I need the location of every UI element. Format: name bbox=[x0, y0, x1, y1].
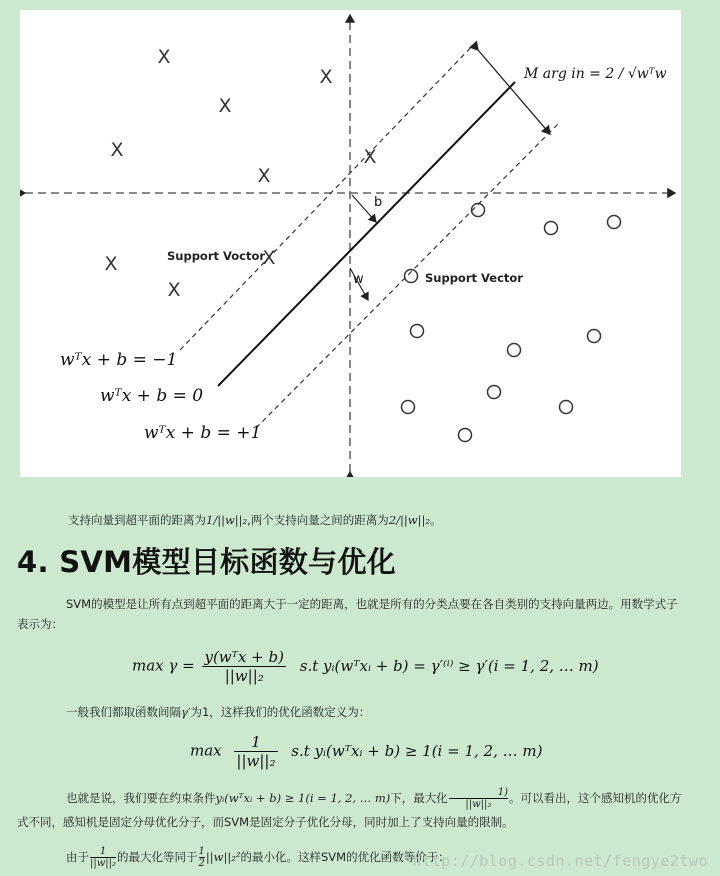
equation-2 bbox=[190, 733, 542, 770]
cross-point: X bbox=[104, 253, 118, 275]
cross-point: X bbox=[157, 46, 171, 68]
cross-point: X bbox=[262, 247, 276, 269]
support-vector-label-right: Support Vector bbox=[425, 271, 523, 285]
circle-point bbox=[508, 344, 521, 357]
paragraph-4-math: ||w||₂² bbox=[205, 850, 241, 864]
paragraph-4-fraction-num: 1 bbox=[90, 846, 116, 858]
paragraph-3-math: yᵢ(wᵀxᵢ + b) ≥ 1(i = 1, 2, … m) bbox=[215, 791, 391, 805]
paragraph-2-text-1: 一般我们都取函数间隔 bbox=[66, 705, 181, 719]
paragraph-4-text-2: 的最大化等同于 bbox=[117, 850, 198, 864]
cross-point: X bbox=[167, 279, 181, 301]
circle-point bbox=[459, 429, 472, 442]
watermark: http://blog.csdn.net/fengye2two bbox=[412, 852, 708, 870]
circle-point bbox=[402, 401, 415, 414]
svm-figure bbox=[20, 10, 681, 477]
cross-point: X bbox=[257, 165, 271, 187]
circle-point bbox=[545, 222, 558, 235]
paragraph-2-math: γ′ bbox=[181, 705, 191, 719]
paragraph-3-text-1: 也就是说，我们要在约束条件 bbox=[66, 791, 216, 805]
hyperplane-line bbox=[218, 82, 515, 386]
paragraph-4-half bbox=[199, 846, 205, 869]
b-label: b bbox=[374, 195, 383, 210]
figure-caption bbox=[68, 510, 441, 530]
circle-point bbox=[488, 386, 501, 399]
equation-1-fraction bbox=[202, 648, 285, 685]
caption-text-2: ,两个支持向量之间的距离为 bbox=[247, 513, 389, 527]
cross-point: X bbox=[363, 146, 377, 168]
support-vector-label-left: Support Voctor bbox=[167, 249, 266, 263]
margin-arrow bbox=[478, 50, 550, 134]
cross-point: X bbox=[110, 139, 124, 161]
equation-positive-label: wᵀx + b = +1 bbox=[144, 423, 262, 443]
equation-1 bbox=[132, 648, 599, 685]
circle-point bbox=[560, 401, 573, 414]
circle-point bbox=[411, 325, 424, 338]
paragraph-4-half-den: 2 bbox=[198, 858, 205, 869]
svm-diagram bbox=[20, 10, 681, 477]
cross-point: X bbox=[319, 66, 333, 88]
paragraph-4-fraction bbox=[90, 846, 116, 869]
equation-1-denominator: ||w||₂ bbox=[224, 667, 264, 685]
margin-label: M arg in = 2 / √wᵀw bbox=[524, 66, 667, 82]
cross-point: X bbox=[218, 95, 232, 117]
circle-point bbox=[588, 330, 601, 343]
paragraph-4-fraction-den: ||w||₂ bbox=[90, 858, 117, 869]
paragraph-2-text-2: 为1，这样我们的优化函数定义为： bbox=[190, 705, 371, 719]
equation-2-left: max bbox=[190, 741, 222, 760]
paragraph-4 bbox=[66, 846, 450, 869]
paragraph-3-text-2: 下，最大化 bbox=[390, 791, 448, 805]
circle-point bbox=[472, 204, 485, 217]
paragraph-2 bbox=[66, 702, 370, 722]
paragraph-3-text-3: 。可以看出，这个感知机的优化方式不同，感知机是固定分母优化分子，而SVM是固定分子优化分母，同时加上了支持向量的限制。 bbox=[17, 791, 682, 829]
equation-negative-label: wᵀx + b = −1 bbox=[60, 350, 178, 370]
caption-math-2: 2/||w||₂ bbox=[388, 513, 430, 527]
paragraph-3-fraction bbox=[449, 787, 508, 810]
caption-math-1: 1/||w||₂ bbox=[206, 513, 248, 527]
paragraph-4-half-num: 1 bbox=[198, 846, 205, 857]
positive-class-points bbox=[402, 204, 621, 442]
paragraph-3 bbox=[17, 786, 685, 834]
equation-2-fraction bbox=[234, 733, 277, 770]
caption-text-1: 支持向量到超平面的距离为 bbox=[68, 513, 206, 527]
equation-1-left: max γ = bbox=[132, 656, 195, 675]
equation-2-numerator: 1 bbox=[234, 733, 277, 752]
equation-2-denominator: ||w||₂ bbox=[236, 752, 276, 770]
paragraph-4-text-1: 由于 bbox=[66, 850, 89, 864]
paragraph-4-text-3: 的最小化。这样SVM的优化函数等价于： bbox=[240, 850, 450, 864]
paragraph-1: SVM的模型是让所有点到超平面的距离大于一定的距离，也就是所有的分类点要在各自类别的支持向量两边。用数学式子表示为： bbox=[17, 597, 678, 631]
caption-text-3: 。 bbox=[429, 513, 442, 527]
equation-zero-label: wᵀx + b = 0 bbox=[100, 386, 204, 406]
equation-1-numerator: y(wᵀx + b) bbox=[204, 648, 284, 666]
equation-1-right: s.t yᵢ(wᵀxᵢ + b) = γ′⁽ⁱ⁾ ≥ γ′(i = 1, 2, … m) bbox=[299, 656, 599, 675]
b-arrow bbox=[352, 195, 376, 222]
section-heading: 4. SVM模型目标函数与优化 bbox=[17, 545, 396, 579]
equation-2-right: s.t yᵢ(wᵀxᵢ + b) ≥ 1(i = 1, 2, … m) bbox=[291, 741, 543, 760]
w-label: w bbox=[353, 272, 364, 287]
paragraph-3-fraction-den: ||w||₂ bbox=[465, 799, 492, 810]
paragraph-3-fraction-num: 1) bbox=[449, 787, 508, 799]
circle-point bbox=[608, 216, 621, 229]
